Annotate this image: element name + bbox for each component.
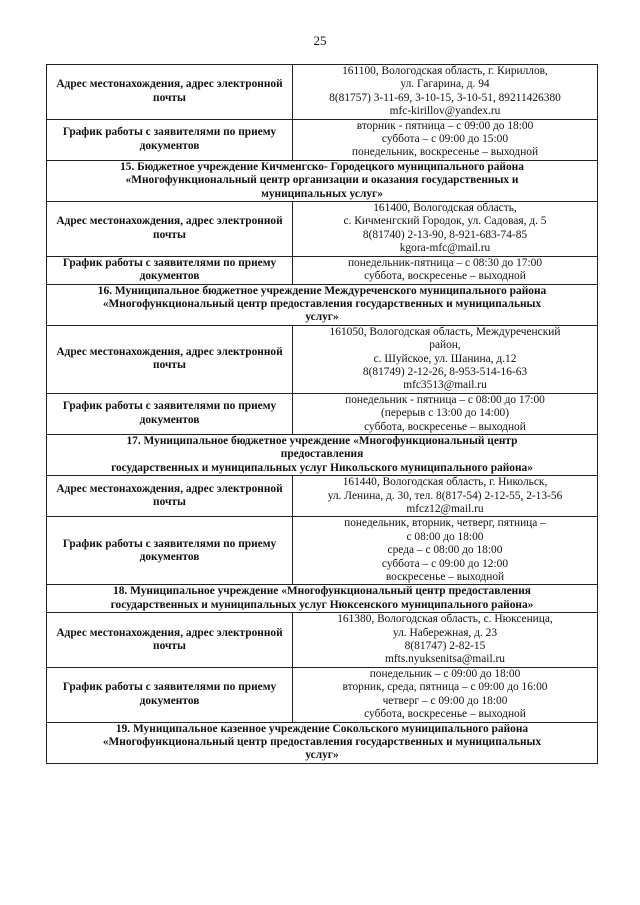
cell-line: понедельник - пятница – с 08:00 до 17:00 <box>345 393 545 406</box>
cell-line: услуг» <box>305 749 339 762</box>
cell-line: понедельник, вторник, четверг, пятница – <box>344 517 546 530</box>
cell-line: понедельник – с 09:00 до 18:00 <box>369 667 521 680</box>
section-header-row <box>47 284 598 325</box>
cell-line: государственных и муниципальных услуг Нюксенского муниципального района» <box>110 598 534 611</box>
section-header-row <box>47 585 598 613</box>
cell-line: 17. Муниципальное бюджетное учреждение «Многофункциональный центр <box>126 434 518 447</box>
cell-line: государственных и муниципальных услуг Никольского муниципального района» <box>111 461 533 474</box>
address-row <box>47 325 598 393</box>
cell-line: суббота, воскресенье – выходной <box>364 708 526 721</box>
cell-line: 8(81740) 2-13-90, 8-921-683-74-85 <box>362 228 528 241</box>
cell-line: суббота – с 09:00 до 15:00 <box>381 133 509 146</box>
cell-line: ул. Набережная, д. 23 <box>392 626 498 639</box>
cell-line: с 08:00 до 18:00 <box>406 530 484 543</box>
address-row <box>47 65 598 120</box>
schedule-row <box>47 256 598 284</box>
address-value <box>293 476 598 517</box>
schedule-label: График работы с заявителями по приему документов <box>47 667 293 722</box>
section-title <box>47 160 598 201</box>
cell-line: 161400, Вологодская область, <box>373 202 517 215</box>
cell-line: суббота – с 09:00 до 12:00 <box>381 557 509 570</box>
table-body <box>47 65 598 764</box>
address-row <box>47 202 598 257</box>
schedule-value <box>293 256 598 284</box>
cell-line: mfcz12@mail.ru <box>406 503 484 515</box>
cell-line: вторник, среда, пятница – с 09:00 до 16:00 <box>342 681 548 694</box>
cell-line: «Многофункциональный центр организации и оказания государственных и <box>125 174 519 187</box>
address-value <box>293 325 598 393</box>
cell-line: услуг» <box>305 311 339 324</box>
address-label: Адрес местонахождения, адрес электронной почты <box>47 65 293 120</box>
section-title <box>47 284 598 325</box>
address-row <box>47 476 598 517</box>
cell-line: среда – с 08:00 до 18:00 <box>387 544 503 557</box>
schedule-value <box>293 119 598 160</box>
cell-line: 18. Муниципальное учреждение «Многофункциональный центр предоставления <box>113 585 531 598</box>
cell-line: понедельник, воскресенье – выходной <box>351 146 539 159</box>
address-value <box>293 613 598 668</box>
cell-line: 161380, Вологодская область, с. Нюксеница, <box>337 613 553 626</box>
address-label: Адрес местонахождения, адрес электронной почты <box>47 476 293 517</box>
cell-line: «Многофункциональный центр предоставления государственных и муниципальных <box>102 735 542 748</box>
cell-line: 8(81747) 2-82-15 <box>404 640 486 653</box>
cell-line: 16. Муниципальное бюджетное учреждение Междуреченского муниципального района <box>97 284 547 297</box>
schedule-label: График работы с заявителями по приему документов <box>47 393 293 434</box>
cell-line: воскресенье – выходной <box>385 571 505 584</box>
cell-line: mfc-kirillov@yandex.ru <box>389 105 501 118</box>
cell-line: 161100, Вологодская область, г. Кириллов, <box>342 65 548 77</box>
address-label: Адрес местонахождения, адрес электронной почты <box>47 613 293 668</box>
section-header-row <box>47 722 598 763</box>
cell-line: mfts.nyuksenitsa@mail.ru <box>385 653 505 666</box>
cell-line: понедельник-пятница – с 08:30 до 17:00 <box>347 256 543 269</box>
cell-line: 161050, Вологодская область, Междуреченский <box>329 325 561 338</box>
schedule-label: График работы с заявителями по приему документов <box>47 517 293 585</box>
section-header-row <box>47 434 598 475</box>
cell-line: предоставления <box>280 448 364 461</box>
section-title <box>47 585 598 613</box>
schedule-value <box>293 517 598 585</box>
section-header-row <box>47 160 598 201</box>
address-value <box>293 202 598 257</box>
page-number: 25 <box>313 33 327 48</box>
address-label: Адрес местонахождения, адрес электронной почты <box>47 202 293 257</box>
address-label: Адрес местонахождения, адрес электронной почты <box>47 325 293 393</box>
cell-line: ул. Ленина, д. 30, тел. 8(817-54) 2-12-55, 2-13-56 <box>327 489 563 502</box>
schedule-label: График работы с заявителями по приему документов <box>47 119 293 160</box>
schedule-label: График работы с заявителями по приему документов <box>47 256 293 284</box>
cell-line: mfc3513@mail.ru <box>403 379 487 392</box>
cell-line: муниципальных услуг» <box>261 187 383 200</box>
mfc-directory-table <box>46 64 598 764</box>
address-row <box>47 613 598 668</box>
section-title <box>47 722 598 763</box>
schedule-row <box>47 119 598 160</box>
cell-line: 15. Бюджетное учреждение Кичменгско- Городецкого муниципального района <box>120 160 524 173</box>
cell-line: вторник - пятница – с 09:00 до 18:00 <box>356 119 534 132</box>
cell-line: 161440, Вологодская область, г. Никольск, <box>342 476 548 489</box>
cell-line: (перерыв с 13:00 до 14:00) <box>380 407 510 420</box>
cell-line: четверг – с 09:00 до 18:00 <box>382 694 508 707</box>
cell-line: суббота, воскресенье – выходной <box>364 420 526 433</box>
schedule-value <box>293 393 598 434</box>
cell-line: 8(81757) 3-11-69, 3-10-15, 3-10-51, 89211426380 <box>329 91 561 104</box>
cell-line: ул. Гагарина, д. 94 <box>400 78 490 91</box>
cell-line: с. Кичменгский Городок, ул. Садовая, д. 5 <box>343 215 547 228</box>
cell-line: kgora-mfc@mail.ru <box>399 242 491 255</box>
section-title <box>47 434 598 475</box>
address-value <box>293 65 598 120</box>
schedule-value <box>293 667 598 722</box>
cell-line: с. Шуйское, ул. Шанина, д.12 <box>373 352 517 365</box>
cell-line: район, <box>429 339 461 352</box>
schedule-row <box>47 667 598 722</box>
cell-line: «Многофункциональный центр предоставления государственных и муниципальных <box>102 297 542 310</box>
cell-line: 8(81749) 2-12-26, 8-953-514-16-63 <box>362 365 528 378</box>
cell-line: 19. Муниципальное казенное учреждение Сокольского муниципального района <box>115 722 529 735</box>
cell-line: суббота, воскресенье – выходной <box>364 270 526 283</box>
schedule-row <box>47 517 598 585</box>
schedule-row <box>47 393 598 434</box>
